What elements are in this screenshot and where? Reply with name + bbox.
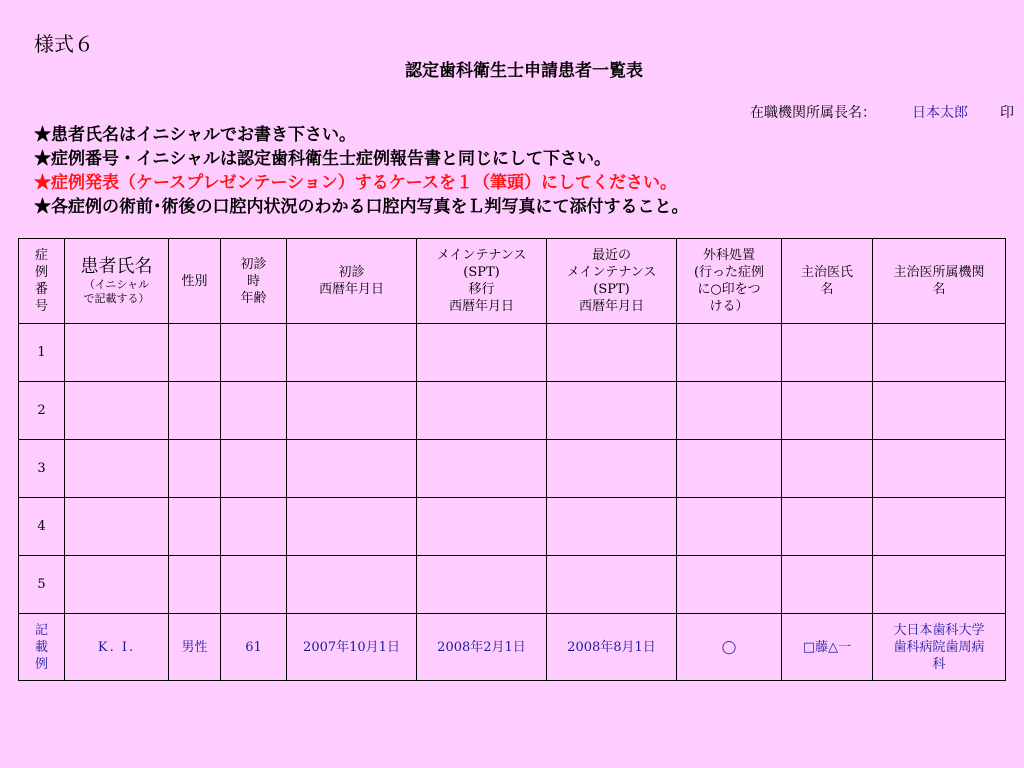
table-row	[19, 498, 1006, 556]
table-row	[19, 440, 1006, 498]
header-doctor: 主治医氏 名	[782, 239, 873, 324]
header-case-number: 症 例 番 号	[19, 239, 65, 324]
header-spt-transition: メインテナンス (SPT) 移行 西暦年月日	[417, 239, 547, 324]
table-row	[19, 556, 1006, 614]
table-row	[19, 324, 1006, 382]
form-number: 様式６	[34, 32, 94, 56]
case-number-cell: 4	[19, 498, 65, 556]
example-recent-date: 2008年8月1日	[547, 614, 677, 681]
example-spt-date: 2008年2月1日	[417, 614, 547, 681]
header-patient-name: 患者氏名 （イニシャル で記載する）	[65, 239, 169, 324]
note-case-number: ★症例番号・イニシャルは認定歯科衛生士症例報告書と同じにして下さい。	[34, 149, 611, 169]
director-line	[750, 102, 1014, 122]
case-number-cell: 2	[19, 382, 65, 440]
director-name: 日本太郎	[912, 105, 968, 121]
director-label: 在職機関所属長名：	[750, 105, 876, 121]
instruction-notes	[34, 123, 689, 219]
header-first-visit-date: 初診 西暦年月日	[287, 239, 417, 324]
header-sex: 性別	[169, 239, 221, 324]
example-doctor: □藤△一	[782, 614, 873, 681]
header-surgery: 外科処置 (行った症例 に○印をつ ける）	[677, 239, 782, 324]
example-first-visit-date: 2007年10月1日	[287, 614, 417, 681]
example-initials: K. I.	[65, 614, 169, 681]
header-institution: 主治医所属機関 名	[873, 239, 1006, 324]
header-recent-maintenance: 最近の メインテナンス (SPT) 西暦年月日	[547, 239, 677, 324]
note-initials: ★患者氏名はイニシャルでお書き下さい。	[34, 125, 356, 145]
example-institution: 大日本歯科大学 歯科病院歯周病 科	[873, 614, 1006, 681]
example-row	[19, 614, 1006, 681]
example-age: 61	[221, 614, 287, 681]
example-sex: 男性	[169, 614, 221, 681]
case-number-cell: 3	[19, 440, 65, 498]
note-presentation: ★症例発表（ケースプレゼンテーション）するケースを１（筆頭）にしてください。	[34, 173, 677, 193]
example-label: 記 載 例	[19, 614, 65, 681]
table-header-row	[19, 239, 1006, 324]
example-surgery-mark: ◯	[677, 614, 782, 681]
case-number-cell: 1	[19, 324, 65, 382]
page-title: 認定歯科衛生士申請患者一覧表	[405, 61, 643, 81]
case-number-cell: 5	[19, 556, 65, 614]
header-first-visit-age: 初診 時 年齢	[221, 239, 287, 324]
note-photos: ★各症例の術前･術後の口腔内状況のわかる口腔内写真をＬ判写真にて添付すること。	[34, 197, 689, 217]
table-row	[19, 382, 1006, 440]
seal-mark: 印	[1000, 105, 1014, 121]
patient-list-table	[18, 238, 1006, 681]
